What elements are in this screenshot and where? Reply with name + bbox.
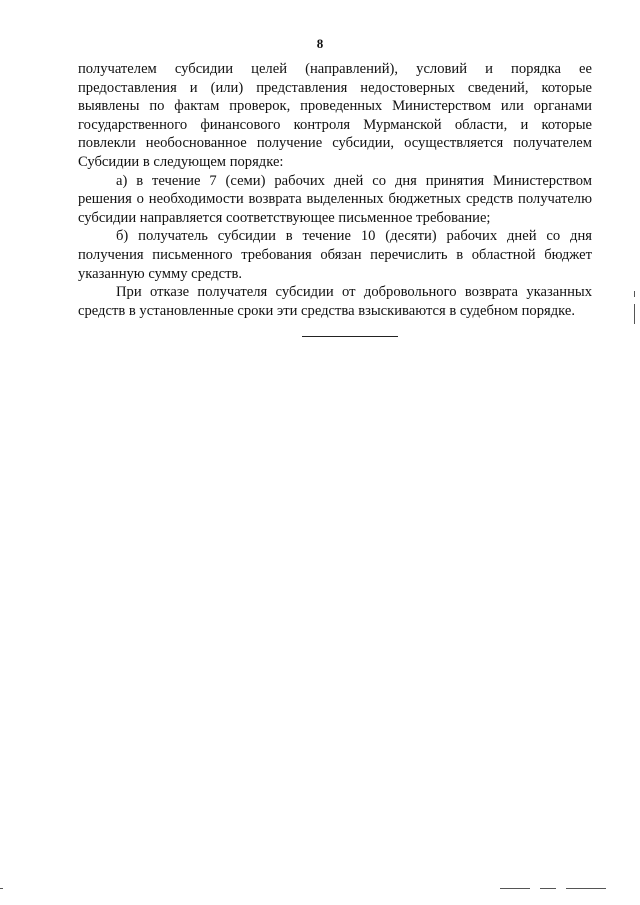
scan-artifact xyxy=(566,888,606,889)
end-divider-line xyxy=(302,336,398,337)
scan-artifact xyxy=(0,888,3,889)
paragraph-continuation: получателем субсидии целей (направлений), условий и порядка ее предоставления и (или) представления недостоверных сведений, которые выявлены по фактам проверок, проведенных Министерством или органами государственного финансового контроля Мурманской области, и которые повлекли необоснованное получение субсидии, осуществляется получателем Субсидии в следующем порядке: xyxy=(78,61,592,170)
paragraph-item-b: б) получатель субсидии в течение 10 (десяти) рабочих дней со дня получения письменного требования обязан перечислить в областной бюджет указанную сумму средств. xyxy=(78,228,592,282)
document-body xyxy=(78,60,592,320)
paragraph-item-a: а) в течение 7 (семи) рабочих дней со дня принятия Министерством решения о необходимости возврата выделенных бюджетных средств получателю субсидии направляется соответствующее письменное требование; xyxy=(78,172,592,226)
scan-artifact xyxy=(540,888,556,889)
page-number: 8 xyxy=(316,36,324,51)
scan-artifact xyxy=(634,304,635,324)
scan-artifact xyxy=(500,888,530,889)
scan-artifact xyxy=(634,291,635,297)
paragraph-refusal: При отказе получателя субсидии от добровольного возврата указанных средств в установленные сроки эти средства взыскиваются в судебном порядке. xyxy=(78,284,592,319)
